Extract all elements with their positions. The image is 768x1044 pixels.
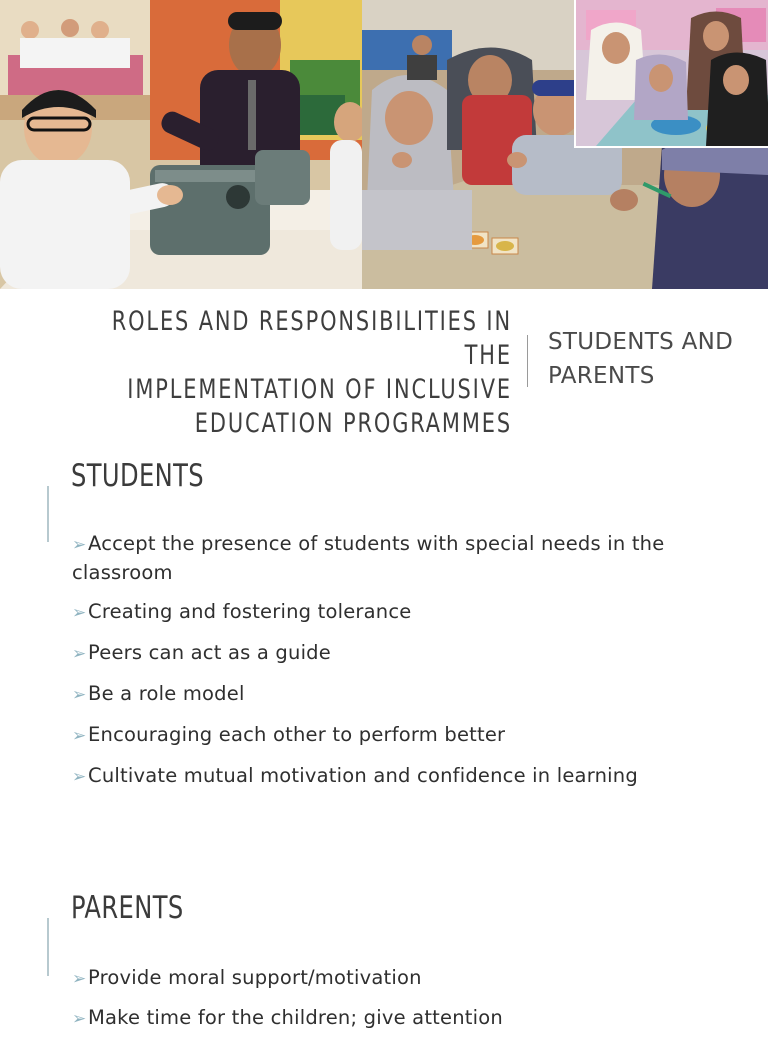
arrow-bullet-icon: ➢ [72,535,87,555]
list-item [72,680,702,709]
list-item [72,1004,702,1033]
list-item-text: Make time for the children; give attention [88,1006,503,1029]
list-item [72,530,702,586]
list-item-text: Creating and fostering tolerance [88,600,412,623]
slide-title [108,305,512,441]
parents-bullet-list [72,964,702,1044]
arrow-bullet-icon: ➢ [72,767,87,787]
slide-title-line: ROLES AND RESPONSIBILITIES IN THE [111,306,512,371]
list-item-text: Provide moral support/motivation [88,966,422,989]
arrow-bullet-icon: ➢ [72,644,87,664]
group-craft-inset-photo [574,0,768,148]
braille-classroom-photo [0,0,362,289]
slide-subtitle-line: STUDENTS AND [548,329,734,355]
slide-title-line: EDUCATION PROGRAMMES [194,408,512,439]
parents-heading: PARENTS [71,890,184,926]
list-item [72,762,702,791]
section-accent-bar [47,918,49,976]
list-item [72,721,702,750]
list-item-text: Encouraging each other to perform better [88,723,506,746]
photo-collage [0,0,768,289]
arrow-bullet-icon: ➢ [72,603,87,623]
list-item-text: Cultivate mutual motivation and confidence in learning [88,764,638,787]
arrow-bullet-icon: ➢ [72,685,87,705]
arrow-bullet-icon: ➢ [72,969,87,989]
title-band [0,289,768,439]
list-item [72,639,702,668]
slide-title-line: IMPLEMENTATION OF INCLUSIVE [127,374,512,405]
slide-subtitle [548,325,758,393]
list-item [72,598,702,627]
list-item [72,964,702,993]
list-item-text: Peers can act as a guide [88,641,331,664]
slide-subtitle-line: PARENTS [548,363,655,389]
arrow-bullet-icon: ➢ [72,1009,87,1029]
arrow-bullet-icon: ➢ [72,726,87,746]
list-item-text: Be a role model [88,682,245,705]
title-divider [527,335,528,387]
list-item-text: Accept the presence of students with special needs in the classroom [72,532,665,584]
students-heading: STUDENTS [71,458,205,494]
students-bullet-list [72,530,702,803]
section-accent-bar [47,486,49,542]
